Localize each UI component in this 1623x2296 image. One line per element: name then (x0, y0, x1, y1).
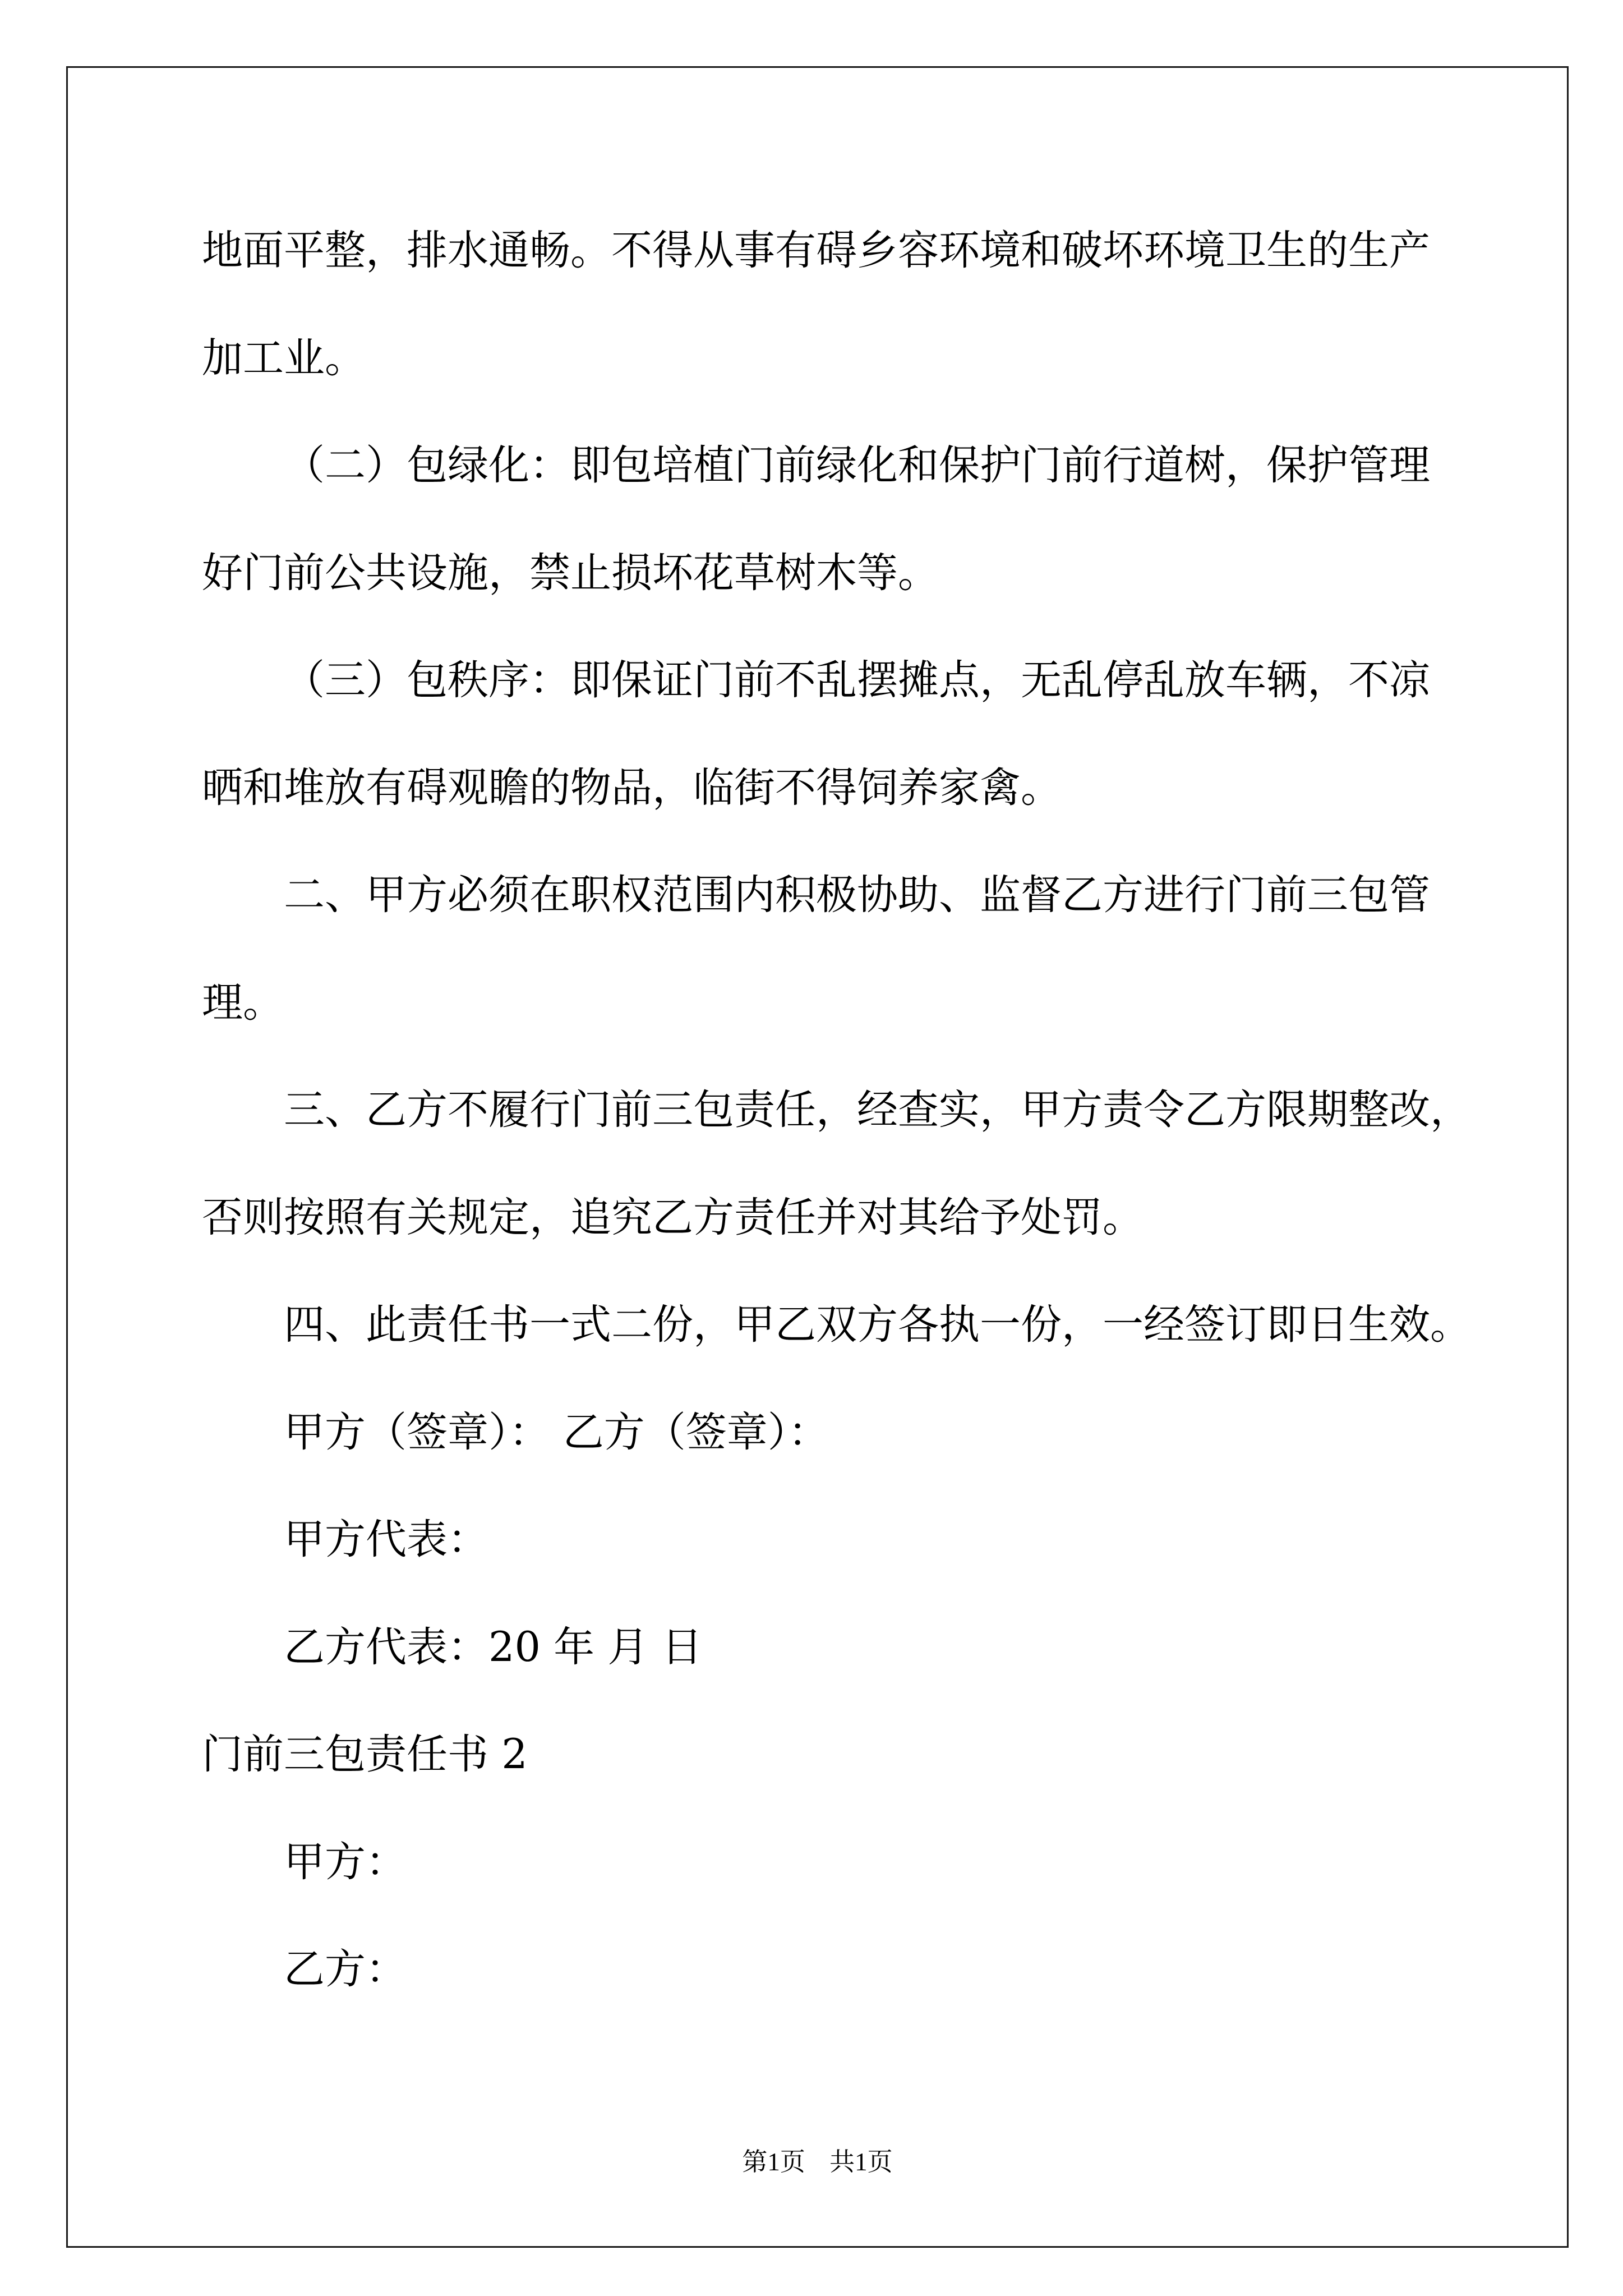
article-4: 四、此责任书一式二份，甲乙双方各执一份，一经签订即日生效。 (284, 1301, 1471, 1349)
body-line: 否则按照有关规定，追究乙方责任并对其给予处罚。 (202, 1193, 1144, 1241)
party-a-representative: 甲方代表： (284, 1516, 488, 1563)
party-a-label: 甲方： (284, 1838, 407, 1886)
document-body (202, 197, 1548, 2023)
body-line: 加工业。 (202, 334, 366, 382)
clause-3-order: （三）包秩序：即保证门前不乱摆摊点，无乱停乱放车辆，不凉 (284, 656, 1430, 704)
signature-line-parties: 甲方（签章）： 乙方（签章）： (284, 1408, 829, 1456)
body-line: 晒和堆放有碍观瞻的物品，临街不得饲养家禽。 (202, 763, 1062, 812)
section-heading: 门前三包责任书 2 (202, 1731, 528, 1778)
body-line: 好门前公共设施，禁止损坏花草树木等。 (202, 549, 939, 597)
party-b-representative-date: 乙方代表：20 年 月 日 (284, 1623, 703, 1671)
body-line: 地面平整，排水通畅。不得从事有碍乡容环境和破坏环境卫生的生产 (202, 227, 1430, 274)
footer-page-number: 第1页 共1页 (742, 2148, 893, 2176)
clause-2-greening: （二）包绿化：即包培植门前绿化和保护门前行道树，保护管理 (284, 441, 1430, 489)
article-2: 二、甲方必须在职权范围内积极协助、监督乙方进行门前三包管 (284, 871, 1430, 919)
party-b-label: 乙方： (284, 1945, 407, 1993)
body-line: 理。 (202, 978, 284, 1027)
article-3: 三、乙方不履行门前三包责任，经查实，甲方责令乙方限期整改， (284, 1086, 1471, 1134)
